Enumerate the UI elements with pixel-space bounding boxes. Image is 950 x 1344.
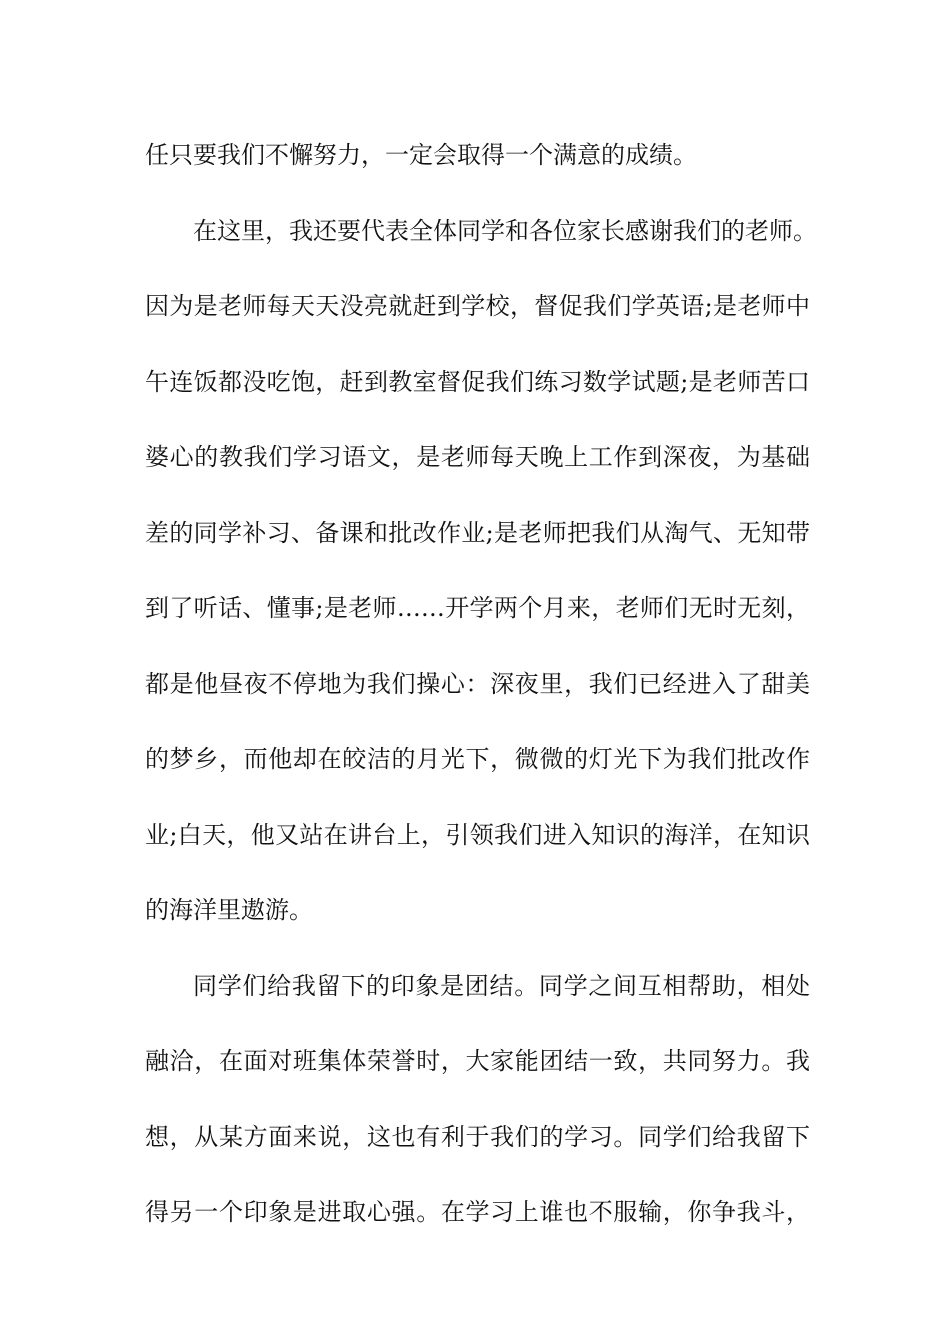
paragraph-line: 差的同学补习、备课和批改作业;是老师把我们从淘气、无知带 <box>145 518 810 547</box>
paragraph-line: 任只要我们不懈努力，一定会取得一个满意的成绩。 <box>145 141 697 169</box>
paragraph-line: 想，从某方面来说，这也有利于我们的学习。同学们给我留下 <box>145 1122 810 1151</box>
paragraph-line: 得另一个印象是进取心强。在学习上谁也不服输，你争我斗， <box>145 1198 810 1226</box>
paragraph-line: 婆心的教我们学习语文，是老师每天晚上工作到深夜，为基础 <box>145 443 810 471</box>
paragraph-first-line: 同学们给我留下的印象是团结。同学之间互相帮助，相处 <box>193 971 810 1000</box>
paragraph-line: 因为是老师每天天没亮就赶到学校，督促我们学英语;是老师中 <box>145 292 810 320</box>
paragraph-last-line: 的海洋里遨游。 <box>145 896 313 924</box>
document-body <box>145 130 817 1263</box>
paragraph-line: 业;白天，他又站在讲台上，引领我们进入知识的海洋，在知识 <box>145 820 810 849</box>
paragraph-line: 的梦乡，而他却在皎洁的月光下，微微的灯光下为我们批改作 <box>145 745 810 773</box>
paragraph-line: 午连饭都没吃饱，赶到教室督促我们练习数学试题;是老师苦口 <box>145 367 810 396</box>
paragraph-first-line: 在这里，我还要代表全体同学和各位家长感谢我们的老师。 <box>193 216 817 245</box>
paragraph-line: 到了听话、懂事;是老师……开学两个月来，老师们无时无刻， <box>145 594 810 622</box>
paragraph-line: 融洽，在面对班集体荣誉时，大家能团结一致，共同努力。我 <box>145 1047 810 1075</box>
paragraph-line: 都是他昼夜不停地为我们操心：深夜里，我们已经进入了甜美 <box>145 669 810 698</box>
